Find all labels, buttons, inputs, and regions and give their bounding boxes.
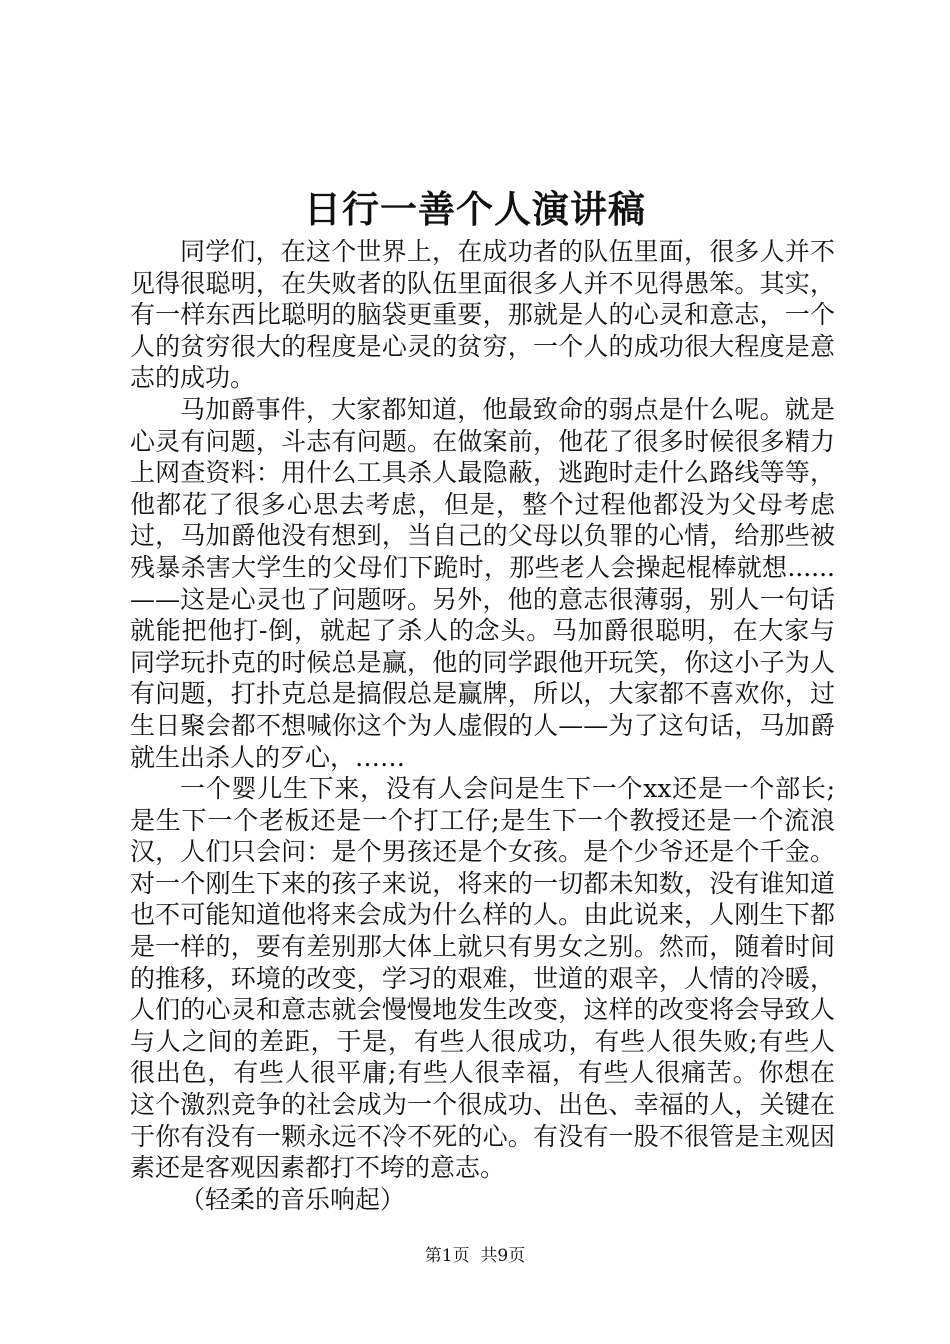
paragraph-2: 马加爵事件，大家都知道，他最致命的弱点是什么呢。就是心灵有问题，斗志有问题。在做案前，他花了很多时候很多精力上网查资料：用什么工具杀人最隐蔽，逃跑时走什么路线等等，他都花了很多心思去考虑，但是，整个过程他都没为父母考虑过，马加爵他没有想到，当自己的父母以负罪的心情，给那些被残暴杀害大学生的父母们下跪时，那些老人会操起棍棒就想......——这是心灵也了问题呀。另外，他的意志很薄弱，别人一句话就能把他打-倒，就起了杀人的念头。马加爵很聪明，在大家与同学玩扑克的时候总是赢，他的同学跟他开玩笑，你这小子为人有问题，打扑克总是搞假总是赢牌，所以，大家都不喜欢你，过生日聚会都不想喊你这个为人虚假的人——为了这句话，马加爵就生出杀人的歹心，…… <box>130 394 835 772</box>
page-number-footer: 第1页 共9页 <box>424 1246 526 1266</box>
document-body <box>130 236 835 1215</box>
paragraph-1: 同学们，在这个世界上，在成功者的队伍里面，很多人并不见得很聪明，在失败者的队伍里面很多人并不见得愚笨。其实，有一样东西比聪明的脑袋更重要，那就是人的心灵和意志，一个人的贫穷很大的程度是心灵的贫穷，一个人的成功很大程度是意志的成功。 <box>130 237 835 393</box>
paragraph-4-stage-direction: （轻柔的音乐响起） <box>180 1184 406 1214</box>
paragraph-3: 一个婴儿生下来，没有人会问是生下一个xx还是一个部长;是生下一个老板还是一个打工仔;是生下一个教授还是一个流浪汉，人们只会问：是个男孩还是个女孩。是个少爷还是个千金。对一个刚生下来的孩子来说，将来的一切都未知数，没有谁知道也不可能知道他将来会成为什么样的人。由此说来，人刚生下都是一样的，要有差别那大体上就只有男女之别。然而，随着时间的推移，环境的改变，学习的艰难，世道的艰辛，人情的冷暖，人们的心灵和意志就会慢慢地发生改变，这样的改变将会导致人与人之间的差距，于是，有些人很成功，有些人很失败;有些人很出色，有些人很平庸;有些人很幸福，有些人很痛苦。你想在这个激烈竞争的社会成为一个很成功、出色、幸福的人，关键在于你有没有一颗永远不冷不死的心。有没有一股不很管是主观因素还是客观因素都打不垮的意志。 <box>130 774 835 1183</box>
document-title: 日行一善个人演讲稿 <box>304 187 646 231</box>
